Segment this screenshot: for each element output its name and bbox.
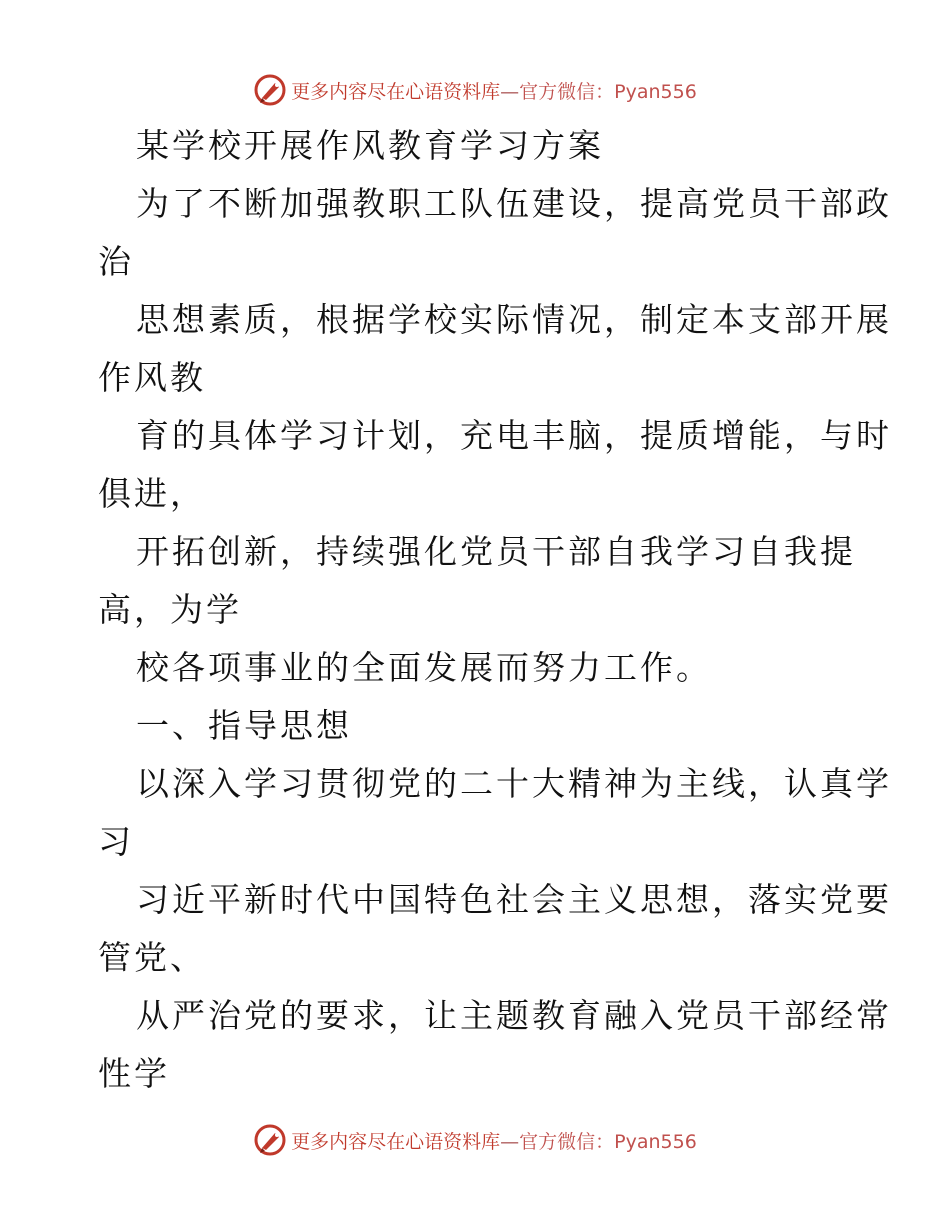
header-banner (0, 70, 950, 110)
document-line: 俱进， (98, 474, 206, 513)
document-line: 管党、 (98, 938, 206, 977)
footer-contact: 官方微信：Pyan556 (519, 1130, 697, 1153)
document-line: 为了不断加强教职工队伍建设，提高党员干部政 (136, 184, 892, 223)
banner-separator: — (500, 80, 520, 103)
pen-logo-icon (253, 1123, 287, 1157)
document-line: 思想素质，根据学校实际情况，制定本支部开展 (136, 300, 892, 339)
footer-title: 更多内容尽在心语资料库 (291, 1130, 501, 1153)
document-body (98, 117, 892, 1103)
document-line: 习近平新时代中国特色社会主义思想，落实党要 (136, 880, 892, 919)
banner-title: 更多内容尽在心语资料库 (291, 80, 501, 103)
document-line: 作风教 (98, 358, 206, 397)
document-line: 某学校开展作风教育学习方案 (136, 126, 604, 165)
footer-banner (0, 1120, 950, 1160)
document-line: 开拓创新，持续强化党员干部自我学习自我提 (136, 532, 856, 571)
document-line: 育的具体学习计划，充电丰脑，提质增能，与时 (136, 416, 892, 455)
pen-logo-icon (253, 73, 287, 107)
document-line: 性学 (98, 1054, 170, 1093)
banner-contact: 官方微信：Pyan556 (519, 80, 697, 103)
document-line: 从严治党的要求，让主题教育融入党员干部经常 (136, 996, 892, 1035)
document-line: 以深入学习贯彻党的二十大精神为主线，认真学 (136, 764, 892, 803)
footer-separator: — (500, 1130, 520, 1153)
document-line: 校各项事业的全面发展而努力工作。 (136, 648, 712, 687)
document-line: 治 (98, 242, 134, 281)
document-line: 高，为学 (98, 590, 242, 629)
document-line: 习 (98, 822, 134, 861)
document-line: 一、指导思想 (136, 706, 352, 745)
